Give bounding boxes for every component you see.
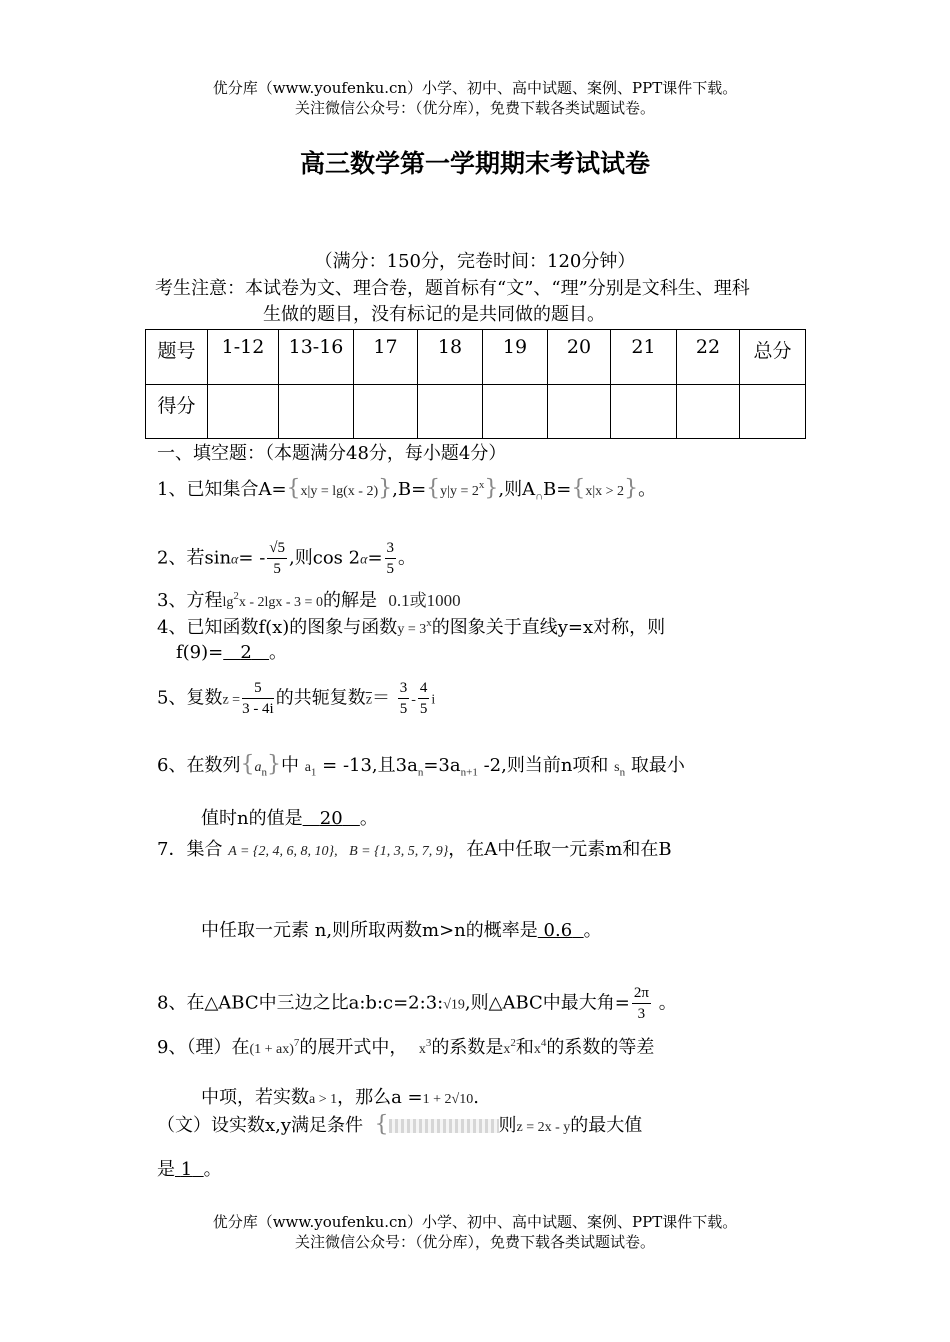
- section-1-heading: 一、填空题：（本题满分48分，每小题4分）: [157, 443, 507, 464]
- notice-line-1: 考生注意：本试卷为文、理合卷，题首标有“文”、“理”分别是文科生、理科: [155, 278, 750, 299]
- q3-answer: 0.1或1000: [388, 591, 461, 610]
- score-cell[interactable]: [418, 384, 483, 439]
- conditions-image: [389, 1119, 499, 1133]
- score-cell[interactable]: [677, 384, 740, 439]
- question-1: 1、已知集合$A=\{x|y = \lg(x - 2)\},B=\{y|y = 2^x\}$,则$A_\cap B=\{x|x > 2\}$。: [157, 476, 657, 503]
- score-header-cell: 19: [483, 330, 548, 385]
- score-table: [145, 329, 806, 439]
- question-6-cont: 值时n的值是 20 。: [201, 808, 378, 829]
- intersection-symbol: ∩: [535, 490, 544, 503]
- score-header-cell: 20: [548, 330, 611, 385]
- footer-line-1: 优分库（www.youfenku.cn）小学、初中、高中试题、案例、PPT课件下载。: [212, 1213, 738, 1231]
- score-header-cell: 21: [611, 330, 677, 385]
- q7-answer: 0.6: [543, 920, 573, 941]
- q1-answer: x|x > 2: [585, 484, 625, 499]
- q8-answer-fraction: $\frac{2\pi}{3}$: [633, 985, 649, 1022]
- q5-answer-real: $\frac{3}{5}$: [399, 680, 408, 717]
- score-header-cell: 18: [418, 330, 483, 385]
- q6-answer: 20: [319, 808, 343, 829]
- question-8: 8、在△ABC中三边之比a:b:c=2:3:√19,则△ABC中最大角= $\frac{2\pi}{3}$ 。: [157, 985, 677, 1022]
- question-9-wen: （文）设实数x,y满足条件 { 则z = 2x - y的最大值: [157, 1112, 643, 1137]
- score-table-header-row: [146, 330, 806, 385]
- fraction-sqrt5-over-5: $\frac{√5}{5}$: [269, 540, 286, 577]
- header-line-2: 关注微信公众号：（优分库），免费下载各类试题试卷。: [294, 99, 655, 117]
- notice-line-2: 生做的题目，没有标记的是共同做的题目。: [263, 304, 605, 325]
- score-row-label: 得分: [146, 384, 208, 439]
- exam-subtitle: （满分：150分，完卷时间：120分钟）: [314, 251, 636, 272]
- score-table-score-row: [146, 384, 806, 439]
- question-5: 5、复数z = $\frac{5}{3 - 4i}$ 的共轭复数$\overline{z}=$ $\frac{3}{5}$ - $\frac{4}{5}$ i: [157, 680, 436, 717]
- question-4: 4、已知函数f(x)的图象与函数$y = 3^x$的图象关于直线y=x对称，则: [157, 617, 666, 638]
- set-a-def: A = {2, 4, 6, 8, 10}: [228, 844, 335, 859]
- set-a-expr: x|y = lg(x - 2): [300, 484, 379, 499]
- question-6: 6、在数列$\{a_n\}$中 $a_1 = -13$,且$3a_n=3a_{n+1}$ -2,则当前n项和 $s_n$ 取最小: [157, 752, 685, 779]
- score-header-cell: 22: [677, 330, 740, 385]
- score-header-cell: 1-12: [208, 330, 279, 385]
- q2-answer-fraction: $\frac{3}{5}$: [386, 540, 395, 577]
- score-header-cell: 题号: [146, 330, 208, 385]
- score-header-cell: 17: [354, 330, 418, 385]
- q9w-answer: 1: [180, 1159, 193, 1180]
- question-2: 2、若sinα= - $\frac{√5}{5}$ ,则cos 2α= $\frac{3}{5}$ 。: [157, 540, 417, 577]
- score-cell[interactable]: [740, 384, 806, 439]
- score-cell[interactable]: [354, 384, 418, 439]
- q9-answer: 1 + 2√10: [422, 1092, 474, 1107]
- score-header-cell: 总分: [740, 330, 806, 385]
- question-9-wen-cont: 是 1 。: [157, 1159, 222, 1180]
- set-b-def: B = {1, 3, 5, 7, 9}: [349, 844, 449, 859]
- score-cell[interactable]: [208, 384, 279, 439]
- footer-line-2: 关注微信公众号：（优分库），免费下载各类试题试卷。: [294, 1233, 655, 1251]
- question-4-cont: f(9)= 2 。: [176, 642, 288, 663]
- fraction-5-over-3-4i: $\frac{5}{3 - 4i}$: [242, 680, 274, 717]
- question-7-cont: 中任取一元素 n,则所取两数m>n的概率是 0.6 。: [201, 920, 602, 941]
- score-header-cell: 13-16: [279, 330, 354, 385]
- score-cell[interactable]: [611, 384, 677, 439]
- question-7: 7．集合 A = {2, 4, 6, 8, 10}, B = {1, 3, 5, 7, 9}，在A中任取一元素m和在B: [157, 839, 672, 860]
- question-9-cont: 中项，若实数a > 1，那么a =1 + 2√10.: [201, 1087, 479, 1108]
- header-line-1: 优分库（www.youfenku.cn）小学、初中、高中试题、案例、PPT课件下载。: [212, 79, 738, 97]
- q4-answer: 2: [240, 642, 252, 663]
- score-cell[interactable]: [548, 384, 611, 439]
- score-cell[interactable]: [483, 384, 548, 439]
- question-9: 9、（理）在(1 + ax)$^7$的展开式中， $x^3$的系数是$x^2$和$x^4$的系数的等差: [157, 1037, 655, 1058]
- q5-answer-imag: $\frac{4}{5}$: [419, 680, 428, 717]
- set-b-expr: y|y = 2: [440, 484, 479, 499]
- page-title: 高三数学第一学期期末考试试卷: [299, 149, 650, 178]
- score-cell[interactable]: [279, 384, 354, 439]
- question-3: 3、方程$\lg^2x - 2\lg x - 3 = 0$的解是 0.1或1000: [157, 590, 461, 611]
